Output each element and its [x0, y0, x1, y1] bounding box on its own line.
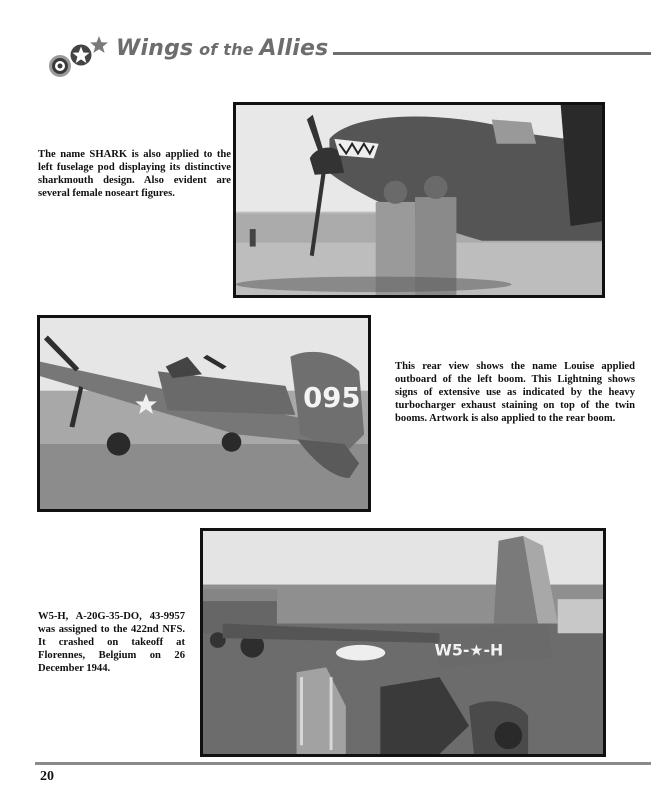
caption-rear-view: This rear view shows the name Louise applied outboard of the left boom. This Lightning shows signs of extensive use as indicated by the heavy turbocharger exhaust staining on top of the twin booms. Artwork is also applied to the rear boom. [395, 361, 635, 424]
photo-sharkmouth-p38 [233, 102, 605, 298]
roundel-icon [49, 55, 71, 77]
page-number: 20 [40, 769, 54, 784]
photo-crashed-a20g [200, 528, 606, 757]
footer-rule [35, 762, 651, 765]
photo-p38-rear-view [37, 315, 371, 512]
header-title [116, 36, 328, 61]
star-roundel-icon [71, 45, 92, 66]
star-icon [90, 36, 108, 53]
header-logo [48, 33, 114, 79]
header-title-allies: Allies [259, 36, 329, 61]
caption-sharkmouth: The name SHARK is also applied to the left fuselage pod displaying its distinctive sharkmouth design. Also evident are several female noseart figures. [38, 149, 231, 199]
header-title-wings: Wings [116, 36, 194, 61]
header-rule [333, 52, 651, 55]
fuselage-code-artwork: W5-★-H [434, 640, 504, 660]
header-title-of-the: of the [199, 40, 254, 59]
caption-crashed-a20g: W5-H, A-20G-35-DO, 43-9957 was assigned to the 422nd NFS. It crashed on takeoff at Florennes, Belgium on 26 December 1944. [38, 611, 185, 674]
tail-number-artwork: 095 [303, 383, 361, 415]
